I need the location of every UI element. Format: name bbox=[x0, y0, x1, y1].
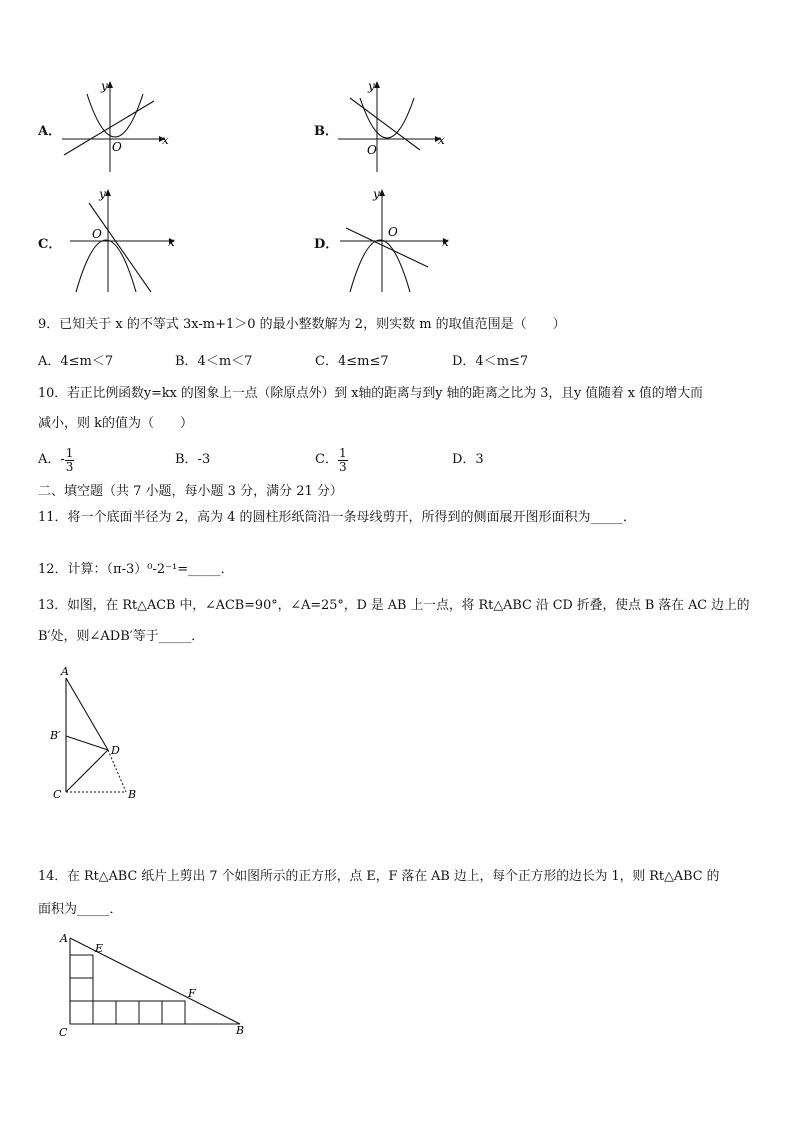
fraction-denominator: 3 bbox=[338, 459, 347, 474]
fraction-denominator: 3 bbox=[65, 459, 74, 474]
q10-stem-line2: 减小，则 k的值为（ ） bbox=[38, 416, 194, 431]
option-d[interactable] bbox=[314, 186, 454, 294]
point-f-label: F bbox=[188, 987, 196, 1000]
point-c-label: C bbox=[53, 788, 62, 801]
origin-label: O bbox=[367, 143, 377, 157]
option-d-graph bbox=[334, 186, 454, 294]
point-e-label: E bbox=[95, 942, 104, 955]
parabola bbox=[87, 94, 143, 137]
parabola bbox=[76, 240, 136, 292]
parabola bbox=[350, 240, 410, 292]
option-c-label: C． bbox=[38, 237, 62, 252]
origin-label: O bbox=[92, 227, 102, 241]
point-a-label: A bbox=[61, 665, 69, 678]
option-a[interactable] bbox=[38, 78, 178, 174]
square bbox=[70, 978, 93, 1001]
axis-y-label: y bbox=[99, 187, 106, 201]
point-b-label: B bbox=[236, 1024, 245, 1037]
q13-stem-line1: 13．如图，在 Rt△ACB 中，∠ACB=90°，∠A=25°，D 是 AB 上一点，将 Rt△ABC 沿 CD 折叠，使点 B 落在 AC 边上的 bbox=[38, 598, 750, 613]
q9-stem: 9．已知关于 x 的不等式 3x-m+1＞0 的最小整数解为 2，则实数 m 的取值范围是（ ） bbox=[38, 317, 566, 332]
q10-option-c[interactable] bbox=[315, 443, 348, 477]
fraction-numerator: 1 bbox=[65, 445, 74, 460]
square bbox=[70, 955, 93, 978]
option-c-graph bbox=[58, 186, 178, 294]
q9-option-b[interactable]: B．4＜m＜7 bbox=[175, 354, 253, 369]
q10-option-a-fraction bbox=[65, 447, 75, 474]
straight-line bbox=[350, 98, 420, 150]
q9-option-a[interactable]: A．4≤m＜7 bbox=[38, 354, 114, 369]
fraction-numerator: 1 bbox=[338, 445, 347, 460]
segment-ad bbox=[66, 678, 108, 750]
axis-x-label: x bbox=[168, 235, 175, 249]
q11-stem: 11．将一个底面半径为 2，高为 4 的圆柱形纸筒沿一条母线剪开，所得到的侧面展开图形面积为_____． bbox=[38, 510, 636, 525]
parabola bbox=[360, 98, 414, 138]
option-b-label: B． bbox=[314, 124, 338, 139]
option-d-label: D． bbox=[314, 237, 339, 252]
straight-line bbox=[89, 203, 151, 292]
point-c-label: C bbox=[59, 1026, 68, 1039]
origin-label: O bbox=[112, 140, 122, 154]
option-c[interactable] bbox=[38, 186, 178, 294]
axis-x-label: x bbox=[442, 235, 449, 249]
y-axis-arrow bbox=[107, 81, 113, 88]
axis-y-label: y bbox=[373, 187, 380, 201]
q14-figure bbox=[56, 930, 256, 1042]
option-a-label: A． bbox=[38, 124, 62, 139]
square bbox=[116, 1001, 139, 1024]
q10-option-c-prefix: C． bbox=[315, 452, 338, 467]
q10-option-c-fraction bbox=[338, 447, 348, 474]
origin-label: O bbox=[388, 225, 398, 239]
section-heading: 二、填空题（共 7 小题，每小题 3 分，满分 21 分） bbox=[38, 484, 343, 499]
q10-stem-line1: 10．若正比例函数y=kx 的图象上一点（除原点外）到 x轴的距离与到y 轴的距离之比为 3，且y 值随着 x 值的增大而 bbox=[38, 386, 703, 401]
q13-figure bbox=[48, 664, 148, 804]
q14-stem-line1: 14．在 Rt△ABC 纸片上剪出 7 个如图所示的正方形，点 E，F 落在 AB 边上，每个正方形的边长为 1，则 Rt△ABC 的 bbox=[38, 869, 720, 884]
q9-option-c[interactable]: C．4≤m≤7 bbox=[315, 354, 389, 369]
q10-option-b[interactable]: B．-3 bbox=[175, 452, 211, 467]
option-b[interactable] bbox=[314, 78, 454, 174]
segment-bprime-d bbox=[66, 736, 108, 750]
q14-stem-line2: 面积为_____． bbox=[38, 902, 123, 917]
y-axis-arrow bbox=[379, 189, 385, 196]
segment-cd bbox=[66, 750, 108, 792]
y-axis-arrow bbox=[105, 189, 111, 196]
q10-option-a-prefix: A．- bbox=[38, 452, 65, 467]
square bbox=[70, 1001, 93, 1024]
point-bprime-label: B′ bbox=[50, 729, 61, 742]
point-a-label: A bbox=[60, 932, 68, 945]
straight-line bbox=[346, 228, 428, 267]
axis-x-label: x bbox=[438, 133, 445, 147]
axis-x-label: x bbox=[162, 133, 169, 147]
point-b-label: B bbox=[128, 788, 137, 801]
y-axis-arrow bbox=[374, 81, 380, 88]
q9-option-d[interactable]: D．4＜m≤7 bbox=[452, 354, 529, 369]
q12-stem: 12．计算：（π-3）⁰-2⁻¹=_____． bbox=[38, 562, 234, 577]
q13-stem-line2: B′处，则∠ADB′等于_____． bbox=[38, 629, 205, 644]
square bbox=[139, 1001, 162, 1024]
square bbox=[162, 1001, 185, 1024]
axis-y-label: y bbox=[368, 79, 375, 93]
q10-option-d[interactable]: D．3 bbox=[452, 452, 484, 467]
option-a-graph bbox=[58, 78, 178, 174]
q10-option-a[interactable] bbox=[38, 443, 74, 477]
straight-line bbox=[64, 101, 154, 155]
square bbox=[93, 1001, 116, 1024]
point-d-label: D bbox=[111, 744, 120, 757]
axis-y-label: y bbox=[101, 79, 108, 93]
option-b-graph bbox=[334, 78, 454, 174]
